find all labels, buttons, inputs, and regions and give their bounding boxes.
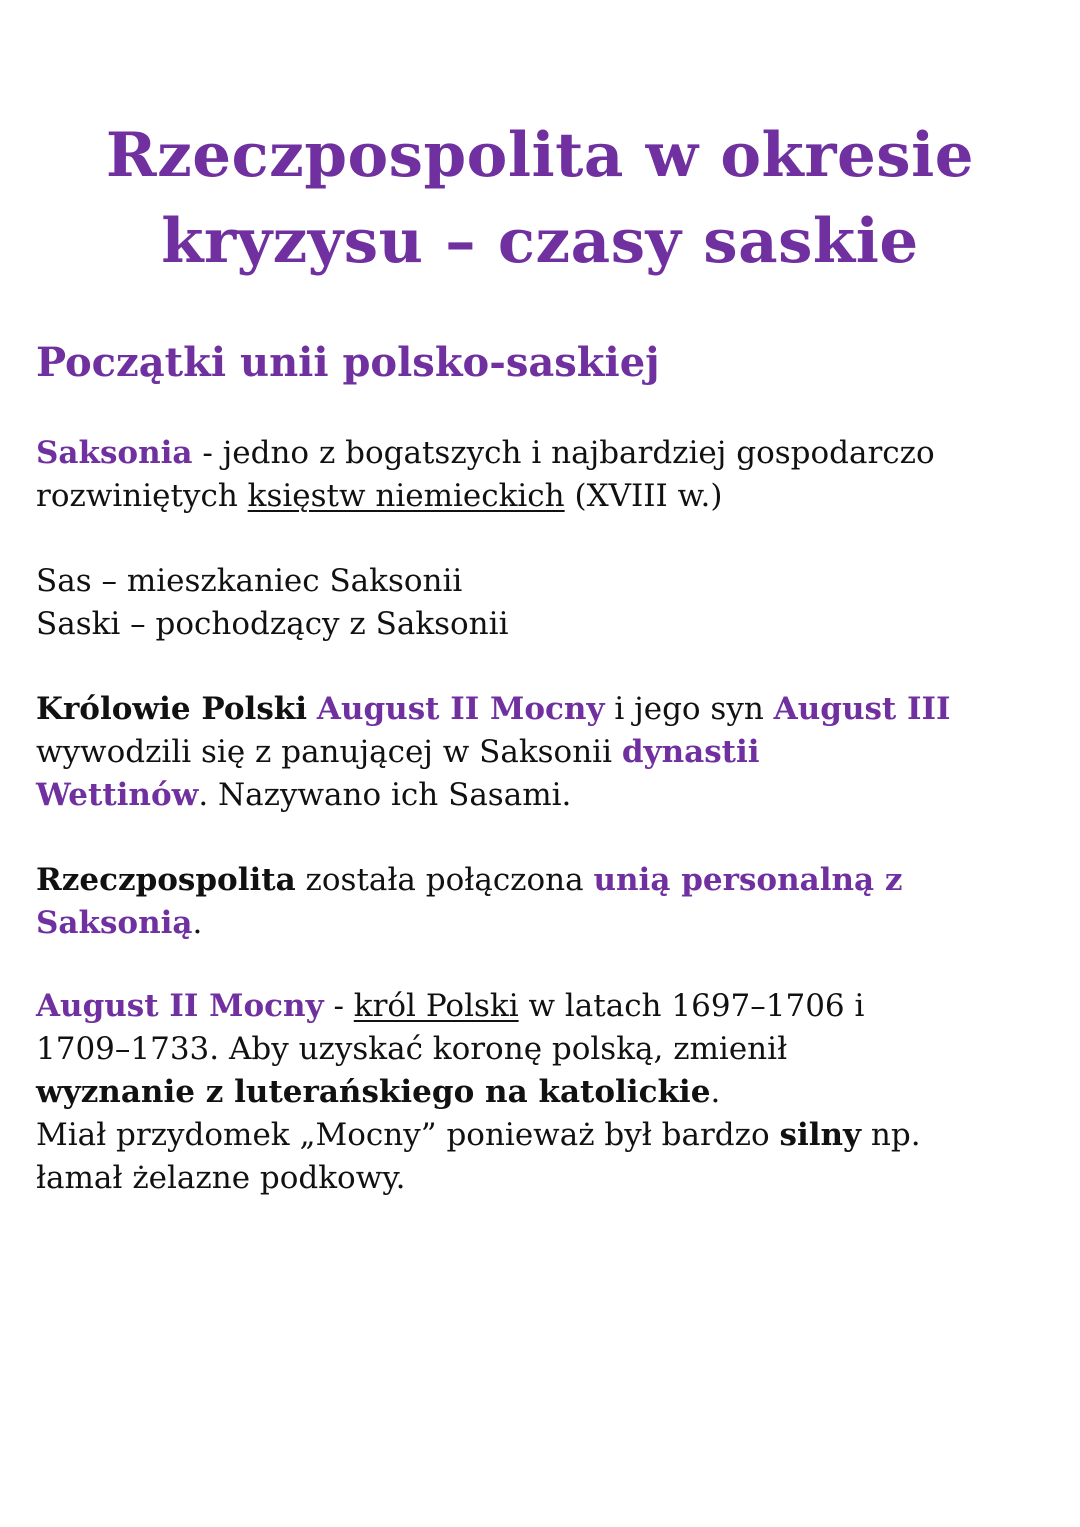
paragraph-line: 1709–1733. Aby uzyskać koronę polską, zmienił: [36, 1031, 788, 1067]
king-august-iii: August III: [773, 691, 951, 727]
paragraph-line: łamał żelazne podkowy.: [36, 1160, 406, 1196]
underlined-term: księstw niemieckich: [247, 478, 565, 514]
paragraph-kings: [36, 688, 1046, 817]
underlined-term: król Polski: [353, 988, 519, 1024]
bold-term: silny: [779, 1117, 862, 1153]
text-fragment: wywodzili się z panującej w Saksonii: [36, 734, 622, 770]
bold-term: Królowie Polski: [36, 691, 308, 727]
page-title: [0, 113, 1080, 285]
section-heading: Początki unii polsko-saskiej: [36, 339, 660, 386]
text-fragment: w latach 1697–1706 i: [518, 988, 865, 1024]
text-fragment: . Nazywano ich Sasami.: [198, 777, 572, 813]
text-fragment: - jedno z bogatszych i najbardziej gospodarczo: [192, 435, 935, 471]
paragraph-august-ii: [36, 985, 1046, 1200]
dynasty-term: dynastii: [621, 734, 760, 770]
text-fragment: .: [710, 1074, 721, 1110]
text-fragment: .: [192, 905, 203, 941]
paragraph-line: [36, 985, 1046, 1028]
text-fragment: (XVIII w.): [564, 478, 723, 514]
term-saksonia: Saksonia: [36, 435, 193, 471]
king-august-ii: August II Mocny: [36, 988, 324, 1024]
bold-term: Rzeczpospolita: [36, 862, 296, 898]
definition-saski: Saski – pochodzący z Saksonii: [36, 606, 509, 642]
paragraph-definitions: [36, 560, 1046, 646]
paragraph-line: [36, 432, 1046, 475]
paragraph-line: [36, 1071, 1046, 1114]
paragraph-line: [36, 902, 1046, 945]
paragraph-line: [36, 731, 1046, 774]
text-fragment: -: [323, 988, 354, 1024]
paragraph-line: [36, 774, 1046, 817]
union-term-end: Saksonią: [36, 905, 193, 941]
paragraph-line: [36, 688, 1046, 731]
paragraph-saksonia: [36, 432, 1046, 518]
bold-term: wyznanie z luterańskiego na katolickie: [36, 1074, 711, 1110]
page-title-line-2: kryzysu – czasy saskie: [161, 205, 919, 277]
text-fragment: została połączona: [295, 862, 594, 898]
definition-sas: Sas – mieszkaniec Saksonii: [36, 563, 463, 599]
king-august-ii: August II Mocny: [316, 691, 605, 727]
paragraph-line: [36, 475, 1046, 518]
text-fragment: Miał przydomek „Mocny” ponieważ był bardzo: [36, 1117, 780, 1153]
page-title-line-1: Rzeczpospolita w okresie: [105, 119, 975, 191]
paragraph-union: [36, 859, 1046, 945]
union-term: unią personalną z: [593, 862, 903, 898]
text-fragment: i jego syn: [604, 691, 774, 727]
paragraph-line: [36, 1114, 1046, 1157]
dynasty-name: Wettinów: [36, 777, 199, 813]
text-fragment: np.: [861, 1117, 921, 1153]
text-fragment: [307, 691, 317, 727]
paragraph-line: [36, 859, 1046, 902]
text-fragment: rozwiniętych: [36, 478, 248, 514]
